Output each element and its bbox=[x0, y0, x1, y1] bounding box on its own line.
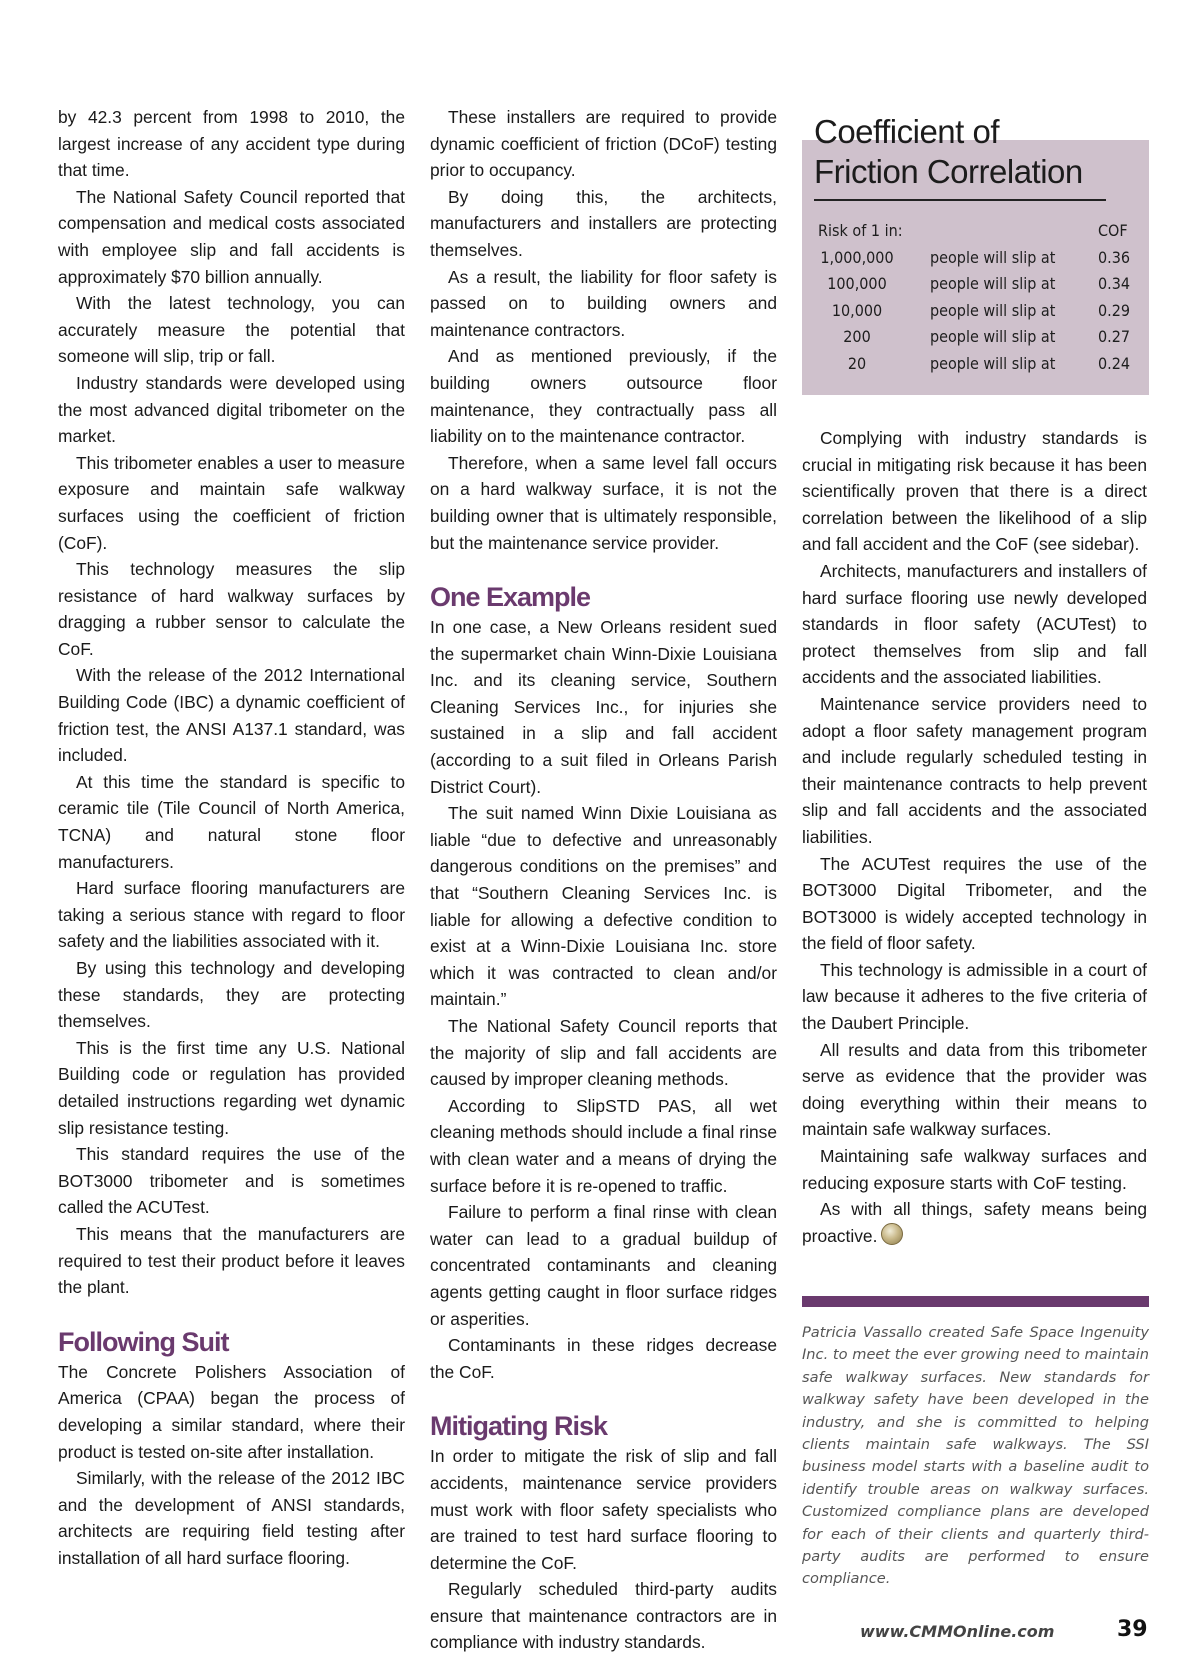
cof-table-row bbox=[814, 324, 1144, 351]
paragraph: Architects, manufacturers and installers of hard surface flooring use newly developed standards in floor safety (ACUTest) to protect themselves from slip and fall accidents and the associated liabilities. bbox=[802, 560, 1147, 688]
row-text: people will slip at bbox=[930, 300, 1056, 320]
paragraph: In one case, a New Orleans resident sued the supermarket chain Winn-Dixie Louisiana Inc. and its cleaning service, Southern Cleaning Services Inc., for injuries she sustained in a slip and fall accident (according to a suit filed in Orleans Parish District Court). bbox=[430, 617, 777, 797]
article-column-2 bbox=[430, 104, 777, 1656]
row-text: people will slip at bbox=[930, 327, 1056, 347]
paragraph: With the latest technology, you can accurately measure the potential that someone will slip, trip or fall. bbox=[58, 293, 405, 367]
paragraph: The National Safety Council reported that compensation and medical costs associated with employee slip and fall accidents is approximately $70 billion annually. bbox=[58, 186, 405, 287]
cof-table-row bbox=[814, 351, 1144, 378]
paragraph: This means that the manufacturers are required to test their product before it leaves the plant. bbox=[58, 1223, 405, 1298]
cof-value: 0.36 bbox=[1098, 247, 1131, 267]
page-number: 39 bbox=[1117, 1617, 1148, 1642]
author-bio: Patricia Vassallo created Safe Space Ingenuity Inc. to meet the ever growing need to maintain safe walkway surfaces. New standards for walkway safety have been developed in the industry, and she is committed to helping clients maintain safe walkways. The SSI business model starts with a baseline audit to identify trouble areas on walkway surfaces. Customized compliance plans are developed for each of their clients and quarterly third-party audits are performed to ensure compliance. bbox=[802, 1324, 1149, 1588]
paragraph: This is the first time any U.S. National Building code or regulation has provided detailed instructions regarding wet dynamic slip resistance testing. bbox=[58, 1037, 405, 1138]
closing-sentence: As with all things, safety means being proactive. bbox=[802, 1199, 1147, 1246]
paragraph: Maintaining safe walkway surfaces and reducing exposure starts with CoF testing. bbox=[802, 1146, 1147, 1193]
paragraph: At this time the standard is specific to ceramic tile (Tile Council of North America, TCNA) and natural stone floor manufacturers. bbox=[58, 771, 405, 872]
row-text: people will slip at bbox=[930, 247, 1056, 267]
sidebar-title bbox=[814, 112, 1083, 192]
paragraph: Complying with industry standards is crucial in mitigating risk because it has been scientifically proven that there is a direct correlation between the likelihood of a slip and fall accident and the CoF (see sidebar). bbox=[802, 428, 1147, 555]
paragraph: As a result, the liability for floor safety is passed on to building owners and maintenance contractors. bbox=[430, 266, 777, 340]
paragraph: In order to mitigate the risk of slip and fall accidents, maintenance service providers must work with floor safety specialists who are trained to test hard surface flooring to determine the CoF. bbox=[430, 1446, 777, 1573]
paragraph: Therefore, when a same level fall occurs on a hard walkway surface, it is not the building owner that is ultimately responsible, but the maintenance service provider. bbox=[430, 452, 777, 553]
row-text: people will slip at bbox=[930, 274, 1056, 294]
cof-value: 0.27 bbox=[1098, 327, 1131, 347]
paragraph: This technology is admissible in a court of law because it adheres to the five criteria of the Daubert Principle. bbox=[802, 959, 1147, 1034]
cof-header: COF bbox=[1098, 221, 1128, 240]
paragraph: With the release of the 2012 International Building Code (IBC) a dynamic coefficient of friction test, the ANSI A137.1 standard, was included. bbox=[58, 665, 405, 766]
cof-value: 0.34 bbox=[1098, 274, 1131, 294]
bio-divider-bar bbox=[802, 1296, 1149, 1307]
paragraph: Regularly scheduled third-party audits ensure that maintenance contractors are in compliance with industry standards. bbox=[430, 1579, 777, 1653]
paragraph bbox=[802, 1196, 1147, 1249]
article-column-1 bbox=[58, 104, 405, 1571]
paragraph: By doing this, the architects, manufacturers and installers are protecting themselves. bbox=[430, 186, 777, 260]
cof-table bbox=[814, 218, 1144, 378]
sidebar-title-line: Coefficient of bbox=[814, 113, 1000, 150]
end-mark-icon bbox=[881, 1223, 903, 1245]
paragraph: This tribometer enables a user to measure exposure and maintain safe walkway surfaces using the coefficient of friction (CoF). bbox=[58, 452, 405, 553]
footer-url: www.CMMOnline.com bbox=[860, 1622, 1055, 1641]
risk-header: Risk of 1 in: bbox=[818, 221, 903, 240]
paragraph: According to SlipSTD PAS, all wet cleaning methods should include a final rinse with clean water and a means of drying the surface before it is re-opened to traffic. bbox=[430, 1095, 777, 1196]
section-heading-mitigating-risk: Mitigating Risk bbox=[430, 1411, 608, 1442]
risk-value: 200 bbox=[843, 327, 871, 347]
paragraph: The ACUTest requires the use of the BOT3000 Digital Tribometer, and the BOT3000 is widely accepted technology in the field of floor safety. bbox=[802, 853, 1147, 954]
paragraph: These installers are required to provide dynamic coefficient of friction (DCoF) testing prior to occupancy. bbox=[430, 107, 777, 181]
sidebar-divider bbox=[814, 199, 1106, 201]
risk-value: 20 bbox=[847, 353, 867, 373]
cof-table-row bbox=[814, 271, 1144, 298]
cof-value: 0.29 bbox=[1098, 300, 1131, 320]
paragraph: Similarly, with the release of the 2012 IBC and the development of ANSI standards, architects are requiring field testing after installation of all hard surface flooring. bbox=[58, 1468, 405, 1568]
section-heading-following-suit: Following Suit bbox=[58, 1326, 229, 1357]
cof-table-header bbox=[814, 218, 1144, 245]
risk-value: 1,000,000 bbox=[820, 247, 894, 267]
paragraph: Contaminants in these ridges decrease the CoF. bbox=[430, 1335, 777, 1382]
article-column-3 bbox=[802, 425, 1147, 1249]
paragraph: Industry standards were developed using the most advanced digital tribometer on the market. bbox=[58, 372, 405, 447]
paragraph: The Concrete Polishers Association of America (CPAA) began the process of developing a similar standard, where their product is tested on-site after installation. bbox=[58, 1361, 405, 1462]
paragraph: Failure to perform a final rinse with clean water can lead to a gradual buildup of concentrated contaminants and cleaning agents getting caught in floor surface ridges or asperities. bbox=[430, 1202, 777, 1329]
sidebar-title-line: Friction Correlation bbox=[814, 153, 1083, 190]
risk-value: 10,000 bbox=[831, 300, 883, 320]
cof-table-row bbox=[814, 298, 1144, 325]
cof-table-row bbox=[814, 245, 1144, 272]
paragraph: Hard surface flooring manufacturers are taking a serious stance with regard to floor safety and the liabilities associated with it. bbox=[58, 878, 405, 952]
paragraph: And as mentioned previously, if the building owners outsource floor maintenance, they contractually pass all liability on to the maintenance contractor. bbox=[430, 346, 777, 447]
section-heading-one-example: One Example bbox=[430, 582, 591, 613]
paragraph: This technology measures the slip resistance of hard walkway surfaces by dragging a rubber sensor to calculate the CoF. bbox=[58, 559, 405, 659]
row-text: people will slip at bbox=[930, 353, 1056, 373]
paragraph: By using this technology and developing these standards, they are protecting themselves. bbox=[58, 958, 405, 1032]
risk-value: 100,000 bbox=[827, 274, 887, 294]
paragraph: The suit named Winn Dixie Louisiana as liable “due to defective and unreasonably dangerous conditions on the premises” and that “Southern Cleaning Services Inc. is liable for allowing a defective condition to exist at a Winn-Dixie Louisiana Inc. store which it was contracted to clean and/or maintain.” bbox=[430, 803, 777, 1010]
paragraph: Maintenance service providers need to adopt a floor safety management program and include regularly scheduled testing in their maintenance contracts to help prevent slip and fall accidents and the associated liabilities. bbox=[802, 693, 1147, 847]
paragraph: All results and data from this tribometer serve as evidence that the provider was doing everything within their means to maintain safe walkway surfaces. bbox=[802, 1039, 1147, 1140]
paragraph: The National Safety Council reports that the majority of slip and fall accidents are caused by improper cleaning methods. bbox=[430, 1016, 777, 1090]
cof-value: 0.24 bbox=[1098, 353, 1131, 373]
paragraph: by 42.3 percent from 1998 to 2010, the largest increase of any accident type during that time. bbox=[58, 107, 405, 181]
paragraph: This standard requires the use of the BOT3000 tribometer and is sometimes called the ACUTest. bbox=[58, 1144, 405, 1218]
